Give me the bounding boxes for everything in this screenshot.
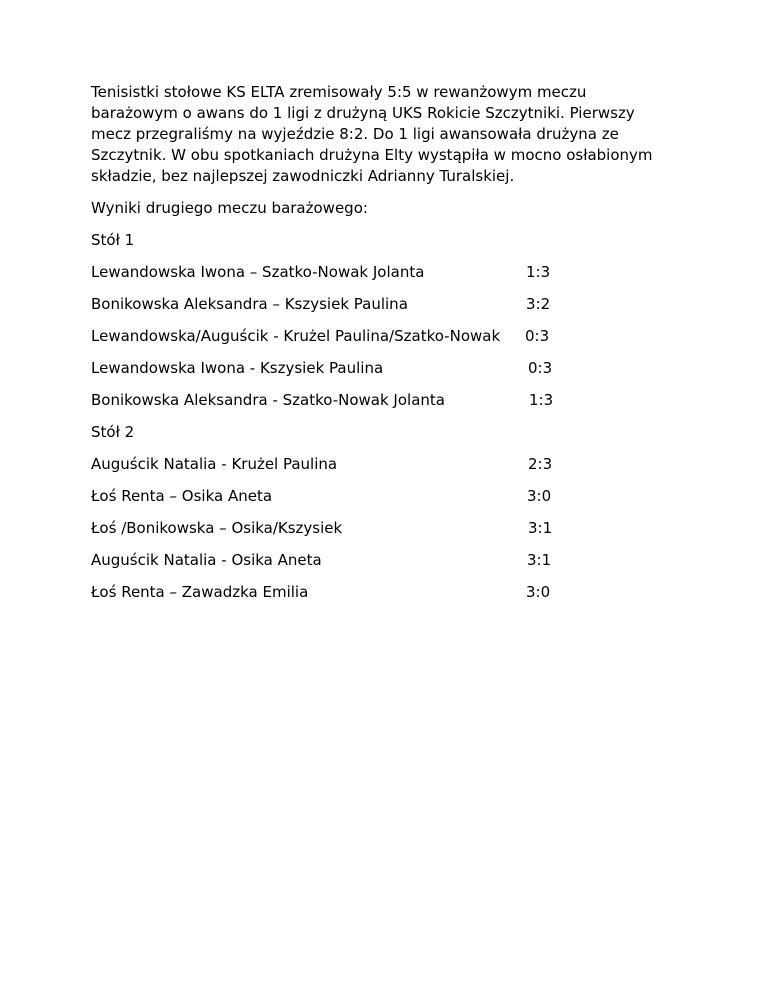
intro-line: Tenisistki stołowe KS ELTA zremisowały 5:5 w rewanżowym meczu [91, 83, 587, 101]
table-2-label: Stół 2 [91, 423, 135, 441]
match-score: 3:2 [526, 295, 551, 313]
match-row [91, 262, 691, 294]
match-score: 3:1 [527, 551, 552, 569]
match-row [91, 454, 691, 486]
match-row [91, 550, 691, 582]
intro-line: mecz przegraliśmy na wyjeździe 8:2. Do 1 ligi awansowała drużyna ze [91, 125, 619, 143]
match-players: Lewandowska Iwona - Kszysiek Paulina [91, 359, 384, 377]
match-players: Łoś /Bonikowska – Osika/Kszysiek [91, 519, 343, 537]
match-players: Lewandowska/Auguścik - Krużel Paulina/Szatko-Nowak [91, 327, 501, 345]
intro-line: Szczytnik. W obu spotkaniach drużyna Elty wystąpiła w mocno osłabionym [91, 146, 653, 164]
match-row [91, 326, 691, 358]
match-players: Łoś Renta – Osika Aneta [91, 487, 273, 505]
match-players: Bonikowska Aleksandra – Kszysiek Paulina [91, 295, 408, 313]
match-players: Auguścik Natalia - Osika Aneta [91, 551, 322, 569]
match-score: 0:3 [528, 359, 553, 377]
match-players: Auguścik Natalia - Krużel Paulina [91, 455, 338, 473]
document-body [91, 82, 691, 614]
results-heading: Wyniki drugiego meczu barażowego: [91, 199, 368, 217]
intro-line: barażowym o awans do 1 ligi z drużyną UKS Rokicie Szczytniki. Pierwszy [91, 104, 635, 122]
match-row [91, 390, 691, 422]
match-row [91, 518, 691, 550]
match-row [91, 582, 691, 614]
match-score: 2:3 [528, 455, 553, 473]
intro-line: składzie, bez najlepszej zawodniczki Adrianny Turalskiej. [91, 167, 515, 185]
match-players: Bonikowska Aleksandra - Szatko-Nowak Jolanta [91, 391, 445, 409]
match-score: 3:0 [527, 487, 552, 505]
match-row [91, 294, 691, 326]
match-score: 3:1 [528, 519, 553, 537]
match-row [91, 486, 691, 518]
match-score: 3:0 [526, 583, 551, 601]
intro-paragraph [91, 82, 691, 187]
match-score: 1:3 [526, 263, 551, 281]
match-players: Łoś Renta – Zawadzka Emilia [91, 583, 309, 601]
match-score: 0:3 [525, 327, 550, 345]
match-score: 1:3 [529, 391, 554, 409]
table-1-label: Stół 1 [91, 231, 135, 249]
match-row [91, 358, 691, 390]
match-players: Lewandowska Iwona – Szatko-Nowak Jolanta [91, 263, 425, 281]
